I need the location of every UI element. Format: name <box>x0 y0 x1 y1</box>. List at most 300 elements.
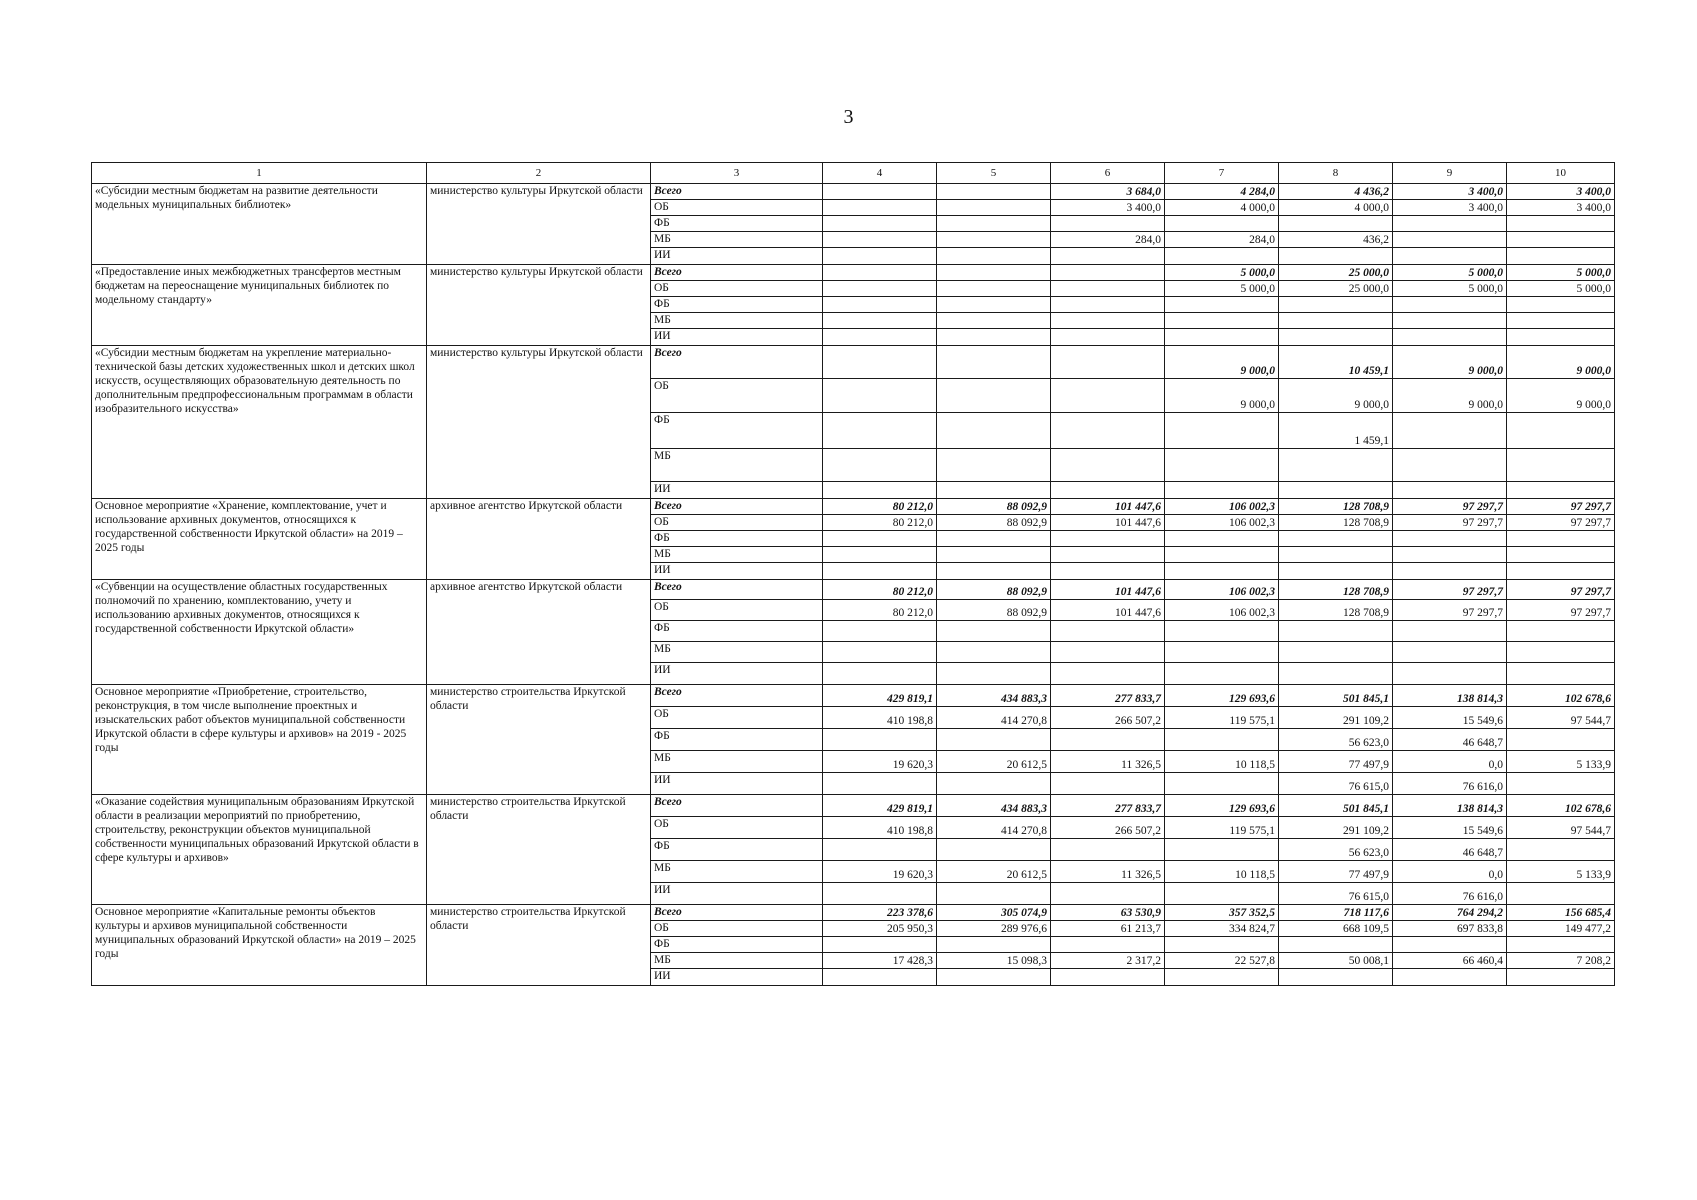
amount-cell <box>1507 773 1615 795</box>
funding-source: Всего <box>651 265 823 281</box>
amount-cell: 97 544,7 <box>1507 817 1615 839</box>
amount-cell: 5 000,0 <box>1165 265 1279 281</box>
amount-cell <box>1051 346 1165 379</box>
amount-cell <box>937 663 1051 685</box>
amount-cell <box>823 184 937 200</box>
amount-cell: 76 615,0 <box>1279 883 1393 905</box>
amount-cell <box>823 313 937 329</box>
executor-name: министерство культуры Иркутской области <box>427 346 651 499</box>
amount-cell: 277 833,7 <box>1051 795 1165 817</box>
amount-cell: 128 708,9 <box>1279 515 1393 531</box>
amount-cell <box>1393 329 1507 346</box>
amount-cell: 4 284,0 <box>1165 184 1279 200</box>
funding-source: Всего <box>651 905 823 921</box>
amount-cell <box>1507 313 1615 329</box>
amount-cell <box>823 531 937 547</box>
amount-cell <box>1507 232 1615 248</box>
table-row <box>92 795 1615 817</box>
amount-cell <box>823 265 937 281</box>
amount-cell <box>1165 773 1279 795</box>
amount-cell <box>1507 531 1615 547</box>
funding-source: ИИ <box>651 482 823 499</box>
amount-cell <box>1279 969 1393 986</box>
executor-name: министерство строительства Иркутской области <box>427 685 651 795</box>
amount-cell: 19 620,3 <box>823 751 937 773</box>
funding-source: ОБ <box>651 379 823 413</box>
amount-cell: 128 708,9 <box>1279 600 1393 621</box>
amount-cell <box>1279 621 1393 642</box>
amount-cell: 5 133,9 <box>1507 751 1615 773</box>
amount-cell <box>1507 413 1615 449</box>
amount-cell <box>1393 937 1507 953</box>
funding-source: ФБ <box>651 413 823 449</box>
amount-cell: 266 507,2 <box>1051 707 1165 729</box>
amount-cell <box>1165 969 1279 986</box>
amount-cell <box>823 248 937 265</box>
amount-cell <box>1279 482 1393 499</box>
table-row <box>92 346 1615 379</box>
amount-cell: 429 819,1 <box>823 685 937 707</box>
table-row <box>92 580 1615 600</box>
amount-cell: 101 447,6 <box>1051 600 1165 621</box>
column-header: 6 <box>1051 163 1165 184</box>
amount-cell: 410 198,8 <box>823 817 937 839</box>
amount-cell: 284,0 <box>1165 232 1279 248</box>
amount-cell: 1 459,1 <box>1279 413 1393 449</box>
amount-cell <box>823 232 937 248</box>
amount-cell <box>937 482 1051 499</box>
amount-cell <box>1051 642 1165 663</box>
amount-cell <box>1507 883 1615 905</box>
amount-cell <box>937 200 1051 216</box>
amount-cell: 128 708,9 <box>1279 580 1393 600</box>
measure-name: Основное мероприятие «Приобретение, строительство, реконструкция, в том числе выполнение проектных и изыскательских работ объектов муниципальной собственности Иркутской области в сфере культуры и архивов» на 2019 - 2025 годы <box>92 685 427 795</box>
amount-cell <box>1279 329 1393 346</box>
amount-cell: 11 326,5 <box>1051 751 1165 773</box>
funding-source: ФБ <box>651 839 823 861</box>
column-header: 8 <box>1279 163 1393 184</box>
funding-source: ОБ <box>651 921 823 937</box>
amount-cell: 266 507,2 <box>1051 817 1165 839</box>
amount-cell <box>1393 482 1507 499</box>
amount-cell: 76 616,0 <box>1393 883 1507 905</box>
amount-cell: 106 002,3 <box>1165 580 1279 600</box>
amount-cell: 97 297,7 <box>1507 600 1615 621</box>
amount-cell: 15 549,6 <box>1393 817 1507 839</box>
amount-cell: 15 549,6 <box>1393 707 1507 729</box>
amount-cell: 46 648,7 <box>1393 839 1507 861</box>
page-number: 3 <box>843 106 854 128</box>
amount-cell <box>1507 329 1615 346</box>
amount-cell: 88 092,9 <box>937 600 1051 621</box>
amount-cell: 149 477,2 <box>1507 921 1615 937</box>
amount-cell <box>937 216 1051 232</box>
amount-cell <box>1165 839 1279 861</box>
amount-cell: 9 000,0 <box>1393 379 1507 413</box>
amount-cell <box>937 729 1051 751</box>
amount-cell <box>1507 621 1615 642</box>
amount-cell <box>1279 248 1393 265</box>
measure-name: «Субвенции на осуществление областных государственных полномочий по хранению, комплектованию, учету и использованию архивных документов, относящихся к государственной собственности Иркутской области» <box>92 580 427 685</box>
table-row <box>92 265 1615 281</box>
amount-cell: 88 092,9 <box>937 499 1051 515</box>
amount-cell: 410 198,8 <box>823 707 937 729</box>
amount-cell <box>937 883 1051 905</box>
funding-source: ОБ <box>651 200 823 216</box>
amount-cell <box>823 449 937 482</box>
amount-cell: 97 297,7 <box>1507 515 1615 531</box>
amount-cell: 106 002,3 <box>1165 499 1279 515</box>
funding-source: Всего <box>651 499 823 515</box>
amount-cell <box>937 379 1051 413</box>
amount-cell: 10 118,5 <box>1165 861 1279 883</box>
amount-cell: 119 575,1 <box>1165 817 1279 839</box>
column-header: 1 <box>92 163 427 184</box>
amount-cell <box>1393 642 1507 663</box>
amount-cell: 22 527,8 <box>1165 953 1279 969</box>
amount-cell: 9 000,0 <box>1279 379 1393 413</box>
amount-cell: 0,0 <box>1393 751 1507 773</box>
amount-cell <box>1507 449 1615 482</box>
amount-cell <box>1279 531 1393 547</box>
amount-cell: 97 297,7 <box>1393 515 1507 531</box>
amount-cell <box>937 449 1051 482</box>
amount-cell: 277 833,7 <box>1051 685 1165 707</box>
funding-source: ОБ <box>651 515 823 531</box>
amount-cell <box>823 379 937 413</box>
amount-cell: 5 000,0 <box>1507 281 1615 297</box>
funding-source: ФБ <box>651 216 823 232</box>
amount-cell <box>823 547 937 563</box>
amount-cell: 334 824,7 <box>1165 921 1279 937</box>
amount-cell <box>1165 449 1279 482</box>
amount-cell: 80 212,0 <box>823 600 937 621</box>
amount-cell <box>823 839 937 861</box>
amount-cell: 129 693,6 <box>1165 795 1279 817</box>
column-header: 5 <box>937 163 1051 184</box>
table-row <box>92 905 1615 921</box>
table-row <box>92 685 1615 707</box>
amount-cell: 76 615,0 <box>1279 773 1393 795</box>
amount-cell: 9 000,0 <box>1507 379 1615 413</box>
amount-cell <box>1165 531 1279 547</box>
amount-cell: 9 000,0 <box>1165 346 1279 379</box>
amount-cell: 668 109,5 <box>1279 921 1393 937</box>
amount-cell: 17 428,3 <box>823 953 937 969</box>
table-row <box>92 499 1615 515</box>
amount-cell <box>1279 547 1393 563</box>
amount-cell <box>1507 297 1615 313</box>
amount-cell: 697 833,8 <box>1393 921 1507 937</box>
amount-cell <box>1051 216 1165 232</box>
funding-source: ОБ <box>651 817 823 839</box>
column-header: 3 <box>651 163 823 184</box>
executor-name: архивное агентство Иркутской области <box>427 499 651 580</box>
funding-source: МБ <box>651 313 823 329</box>
amount-cell <box>823 281 937 297</box>
amount-cell <box>1507 663 1615 685</box>
amount-cell: 50 008,1 <box>1279 953 1393 969</box>
amount-cell <box>1165 313 1279 329</box>
funding-source: ФБ <box>651 621 823 642</box>
amount-cell: 97 297,7 <box>1507 499 1615 515</box>
amount-cell <box>1393 313 1507 329</box>
amount-cell <box>823 200 937 216</box>
amount-cell <box>1051 531 1165 547</box>
amount-cell <box>1051 248 1165 265</box>
funding-source: ФБ <box>651 937 823 953</box>
amount-cell <box>1051 937 1165 953</box>
amount-cell <box>937 184 1051 200</box>
amount-cell <box>1051 663 1165 685</box>
amount-cell: 9 000,0 <box>1393 346 1507 379</box>
amount-cell <box>937 563 1051 580</box>
amount-cell: 11 326,5 <box>1051 861 1165 883</box>
amount-cell <box>823 642 937 663</box>
amount-cell <box>1165 621 1279 642</box>
amount-cell <box>937 281 1051 297</box>
amount-cell: 97 297,7 <box>1393 600 1507 621</box>
amount-cell: 2 317,2 <box>1051 953 1165 969</box>
amount-cell: 3 400,0 <box>1051 200 1165 216</box>
amount-cell <box>823 663 937 685</box>
amount-cell <box>1051 883 1165 905</box>
amount-cell <box>937 265 1051 281</box>
amount-cell <box>1051 313 1165 329</box>
amount-cell <box>1051 563 1165 580</box>
amount-cell: 156 685,4 <box>1507 905 1615 921</box>
amount-cell: 434 883,3 <box>937 795 1051 817</box>
column-header: 7 <box>1165 163 1279 184</box>
executor-name: министерство строительства Иркутской области <box>427 905 651 986</box>
funding-source: ФБ <box>651 531 823 547</box>
amount-cell <box>1279 937 1393 953</box>
amount-cell <box>1393 297 1507 313</box>
amount-cell: 223 378,6 <box>823 905 937 921</box>
amount-cell: 129 693,6 <box>1165 685 1279 707</box>
amount-cell <box>1165 413 1279 449</box>
amount-cell: 102 678,6 <box>1507 795 1615 817</box>
funding-source: Всего <box>651 685 823 707</box>
amount-cell <box>823 969 937 986</box>
measure-name: «Субсидии местным бюджетам на развитие деятельности модельных муниципальных библиотек» <box>92 184 427 265</box>
funding-source: ИИ <box>651 883 823 905</box>
amount-cell <box>1507 839 1615 861</box>
column-header: 2 <box>427 163 651 184</box>
amount-cell: 101 447,6 <box>1051 499 1165 515</box>
amount-cell <box>1393 216 1507 232</box>
executor-name: архивное агентство Иркутской области <box>427 580 651 685</box>
funding-source: ИИ <box>651 248 823 265</box>
amount-cell: 3 684,0 <box>1051 184 1165 200</box>
amount-cell <box>1393 413 1507 449</box>
amount-cell <box>1165 663 1279 685</box>
amount-cell: 436,2 <box>1279 232 1393 248</box>
amount-cell: 97 297,7 <box>1507 580 1615 600</box>
executor-name: министерство культуры Иркутской области <box>427 265 651 346</box>
amount-cell <box>1279 313 1393 329</box>
amount-cell: 434 883,3 <box>937 685 1051 707</box>
amount-cell <box>1165 937 1279 953</box>
amount-cell: 20 612,5 <box>937 751 1051 773</box>
amount-cell <box>823 482 937 499</box>
amount-cell <box>1051 773 1165 795</box>
funding-source: Всего <box>651 184 823 200</box>
amount-cell <box>1051 265 1165 281</box>
amount-cell <box>1279 642 1393 663</box>
amount-cell <box>1051 329 1165 346</box>
amount-cell <box>1165 216 1279 232</box>
amount-cell <box>1165 297 1279 313</box>
amount-cell <box>823 329 937 346</box>
amount-cell: 10 118,5 <box>1165 751 1279 773</box>
funding-source: МБ <box>651 953 823 969</box>
amount-cell: 205 950,3 <box>823 921 937 937</box>
amount-cell: 3 400,0 <box>1393 200 1507 216</box>
amount-cell <box>1051 547 1165 563</box>
funding-source: ИИ <box>651 563 823 580</box>
amount-cell <box>823 346 937 379</box>
amount-cell <box>823 883 937 905</box>
amount-cell <box>937 413 1051 449</box>
amount-cell: 4 000,0 <box>1165 200 1279 216</box>
measure-name: «Субсидии местным бюджетам на укрепление материально-технической базы детских художественных школ и детских школ искусств, осуществляющих образовательную деятельность по дополнительным предпрофессиональным программам в области изобразительного искусства» <box>92 346 427 499</box>
amount-cell <box>823 563 937 580</box>
amount-cell: 97 297,7 <box>1393 580 1507 600</box>
amount-cell: 56 623,0 <box>1279 839 1393 861</box>
amount-cell: 20 612,5 <box>937 861 1051 883</box>
amount-cell: 25 000,0 <box>1279 281 1393 297</box>
amount-cell <box>937 773 1051 795</box>
measure-name: «Оказание содействия муниципальным образованиям Иркутской области в реализации мероприятий по приобретению, строительству, реконструкции объектов муниципальной собственности муниципальных образований Иркутской области в сфере культуры и архивов» <box>92 795 427 905</box>
amount-cell <box>1051 297 1165 313</box>
column-number-row <box>92 163 1615 184</box>
amount-cell <box>937 839 1051 861</box>
amount-cell <box>1507 937 1615 953</box>
amount-cell <box>1165 883 1279 905</box>
amount-cell <box>823 297 937 313</box>
funding-source: ИИ <box>651 969 823 986</box>
funding-source: ИИ <box>651 773 823 795</box>
amount-cell: 46 648,7 <box>1393 729 1507 751</box>
amount-cell <box>1051 621 1165 642</box>
amount-cell <box>1279 449 1393 482</box>
amount-cell <box>1507 482 1615 499</box>
amount-cell: 414 270,8 <box>937 707 1051 729</box>
column-header: 9 <box>1393 163 1507 184</box>
amount-cell: 97 297,7 <box>1393 499 1507 515</box>
amount-cell <box>937 642 1051 663</box>
amount-cell: 128 708,9 <box>1279 499 1393 515</box>
amount-cell: 414 270,8 <box>937 817 1051 839</box>
funding-source: ИИ <box>651 329 823 346</box>
amount-cell: 66 460,4 <box>1393 953 1507 969</box>
amount-cell: 5 133,9 <box>1507 861 1615 883</box>
amount-cell <box>1507 248 1615 265</box>
amount-cell: 3 400,0 <box>1507 200 1615 216</box>
amount-cell <box>937 329 1051 346</box>
amount-cell <box>1165 642 1279 663</box>
funding-source: Всего <box>651 580 823 600</box>
amount-cell: 718 117,6 <box>1279 905 1393 921</box>
amount-cell: 106 002,3 <box>1165 515 1279 531</box>
amount-cell <box>823 413 937 449</box>
funding-source: ИИ <box>651 663 823 685</box>
funding-source: МБ <box>651 232 823 248</box>
funding-source: МБ <box>651 547 823 563</box>
amount-cell: 80 212,0 <box>823 580 937 600</box>
amount-cell <box>823 937 937 953</box>
amount-cell <box>1051 449 1165 482</box>
amount-cell: 77 497,9 <box>1279 861 1393 883</box>
amount-cell: 4 436,2 <box>1279 184 1393 200</box>
amount-cell: 3 400,0 <box>1507 184 1615 200</box>
amount-cell <box>937 621 1051 642</box>
amount-cell <box>1051 482 1165 499</box>
amount-cell: 4 000,0 <box>1279 200 1393 216</box>
amount-cell: 138 814,3 <box>1393 685 1507 707</box>
amount-cell <box>1393 531 1507 547</box>
amount-cell <box>937 531 1051 547</box>
amount-cell <box>937 297 1051 313</box>
amount-cell <box>1507 216 1615 232</box>
amount-cell <box>1165 729 1279 751</box>
amount-cell: 138 814,3 <box>1393 795 1507 817</box>
amount-cell: 357 352,5 <box>1165 905 1279 921</box>
amount-cell: 3 400,0 <box>1393 184 1507 200</box>
amount-cell <box>1165 248 1279 265</box>
amount-cell <box>1051 839 1165 861</box>
amount-cell <box>937 346 1051 379</box>
amount-cell: 9 000,0 <box>1507 346 1615 379</box>
amount-cell: 119 575,1 <box>1165 707 1279 729</box>
amount-cell <box>1393 449 1507 482</box>
amount-cell <box>937 937 1051 953</box>
amount-cell: 76 616,0 <box>1393 773 1507 795</box>
amount-cell <box>823 773 937 795</box>
amount-cell: 101 447,6 <box>1051 515 1165 531</box>
budget-table <box>91 162 1615 986</box>
amount-cell <box>1507 547 1615 563</box>
amount-cell <box>1279 216 1393 232</box>
amount-cell: 5 000,0 <box>1165 281 1279 297</box>
amount-cell: 80 212,0 <box>823 515 937 531</box>
amount-cell: 291 109,2 <box>1279 707 1393 729</box>
amount-cell <box>937 232 1051 248</box>
amount-cell <box>1051 413 1165 449</box>
amount-cell <box>1051 281 1165 297</box>
amount-cell: 56 623,0 <box>1279 729 1393 751</box>
amount-cell: 97 544,7 <box>1507 707 1615 729</box>
amount-cell: 63 530,9 <box>1051 905 1165 921</box>
funding-source: МБ <box>651 642 823 663</box>
funding-source: Всего <box>651 795 823 817</box>
amount-cell <box>937 248 1051 265</box>
amount-cell <box>937 313 1051 329</box>
amount-cell <box>1165 482 1279 499</box>
measure-name: Основное мероприятие «Хранение, комплектование, учет и использование архивных документов, относящихся к государственной собственности Иркутской области» на 2019 – 2025 годы <box>92 499 427 580</box>
amount-cell <box>1279 663 1393 685</box>
amount-cell: 501 845,1 <box>1279 795 1393 817</box>
amount-cell <box>1279 563 1393 580</box>
funding-source: МБ <box>651 861 823 883</box>
amount-cell: 25 000,0 <box>1279 265 1393 281</box>
funding-source: МБ <box>651 751 823 773</box>
amount-cell: 19 620,3 <box>823 861 937 883</box>
amount-cell: 106 002,3 <box>1165 600 1279 621</box>
amount-cell: 501 845,1 <box>1279 685 1393 707</box>
amount-cell: 88 092,9 <box>937 580 1051 600</box>
